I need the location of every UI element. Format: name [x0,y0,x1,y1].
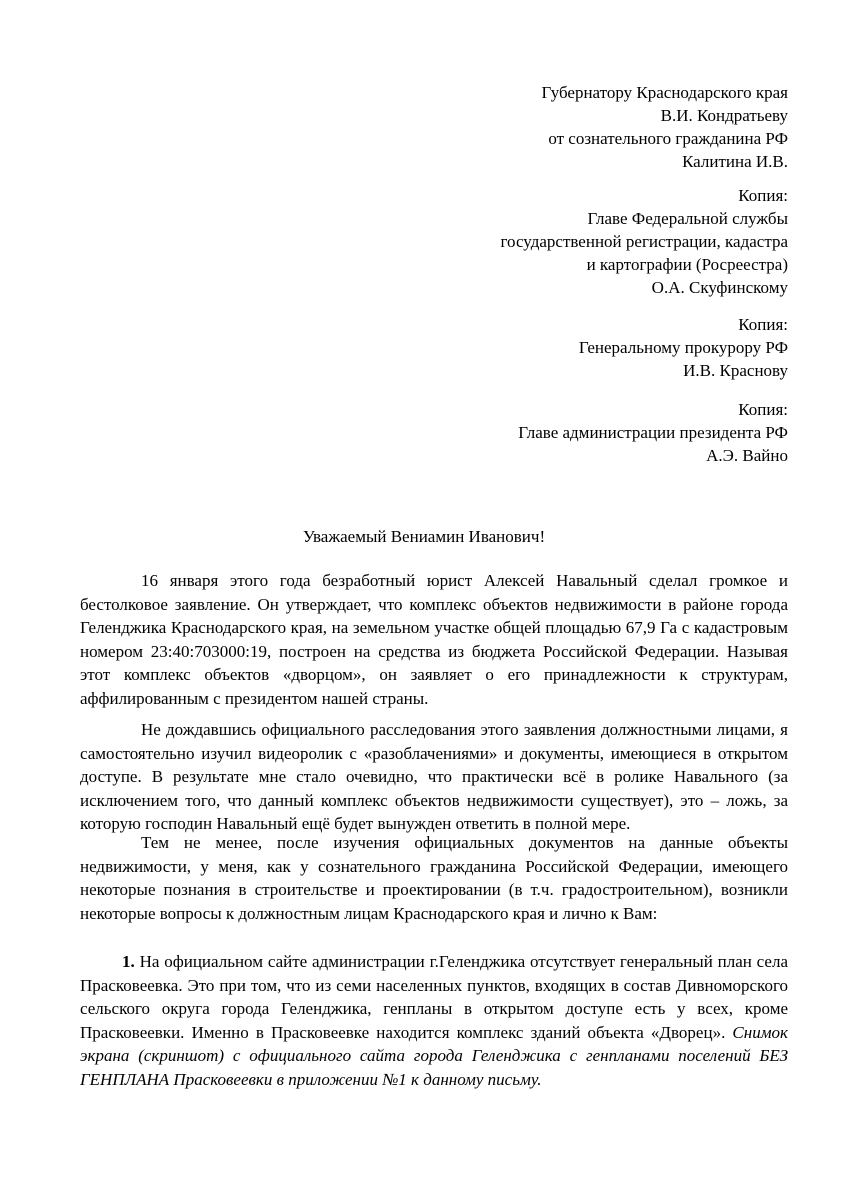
copy-label: Копия: [738,186,788,205]
copy-label: Копия: [738,400,788,419]
item-number: 1. [122,952,135,971]
body-paragraph: Тем не менее, после изучения официальных документов на данные объекты недвижимости, у меня, как у сознательного гражданина Российской Федерации, имеющего некоторые познания в строительстве и проектировании (в т.ч. градостроительном), возникли некоторые вопросы к должностным лицам Краснодарского края и лично к Вам: [80,833,788,923]
addressee-line: государственной регистрации, кадастра [500,232,788,251]
addressee-administration [518,398,788,467]
addressee-rosreestr [500,184,788,299]
question-item-1 [80,950,788,1091]
addressee-prosecutor [579,313,788,382]
item-text: На официальном сайте администрации г.Геленджика отсутствует генеральный план села Прасковеевка. Это при том, что из семи населенных пунктов, входящих в состав Дивноморского сельского округа города Геленджика, генпланы в открытом доступе есть у всех, кроме Прасковеевки. Именно в Прасковеевке находится комплекс зданий объекта «Дворец». [80,952,789,1042]
addressee-line: и картографии (Росреестра) [586,255,788,274]
body-paragraph: Не дождавшись официального расследования этого заявления должностными лицами, я самостоятельно изучил видеоролик с «разоблачениями» и документы, имеющиеся в открытом доступе. В результате мне стало очевидно, что практически всё в ролике Навального (за исключением того, что данный комплекс объектов недвижимости существует), это – ложь, за которую господин Навальный ещё будет вынужден ответить в полной мере. [80,720,788,833]
salutation: Уважаемый Вениамин Иванович! [302,527,546,546]
addressee-line: В.И. Кондратьеву [660,106,788,125]
addressee-line: Генеральному прокурору РФ [578,338,788,357]
addressee-line: Калитина И.В. [682,152,788,171]
addressee-line: от сознательного гражданина РФ [548,129,788,148]
copy-label: Копия: [738,315,788,334]
addressee-line: Губернатору Краснодарского края [541,83,788,102]
body-paragraph: 16 января этого года безработный юрист Алексей Навальный сделал громкое и бестолковое заявление. Он утверждает, что комплекс объектов недвижимости в районе города Геленджика Краснодарского края, на земельном участке общей площадью 67,9 Га с кадастровым номером 23:40:703000:19, построен на средства из бюджета Российской Федерации. Называя этот комплекс объектов «дворцом», он заявляет о его принадлежности к структурам, аффилированным с президентом нашей страны. [80,571,788,708]
item-note: Снимок экрана (скриншот) с официального сайта города Геленджика с генпланами поселений БЕЗ ГЕНПЛАНА Прасковеевки в приложении №1 к данному письму. [80,1022,788,1089]
addressee-line: О.А. Скуфинскому [651,278,788,297]
addressee-governor [542,81,788,173]
addressee-line: И.В. Краснову [683,361,788,380]
addressee-line: Главе администрации президента РФ [518,423,788,442]
addressee-line: А.Э. Вайно [706,446,788,465]
addressee-line: Главе Федеральной службы [587,209,788,228]
